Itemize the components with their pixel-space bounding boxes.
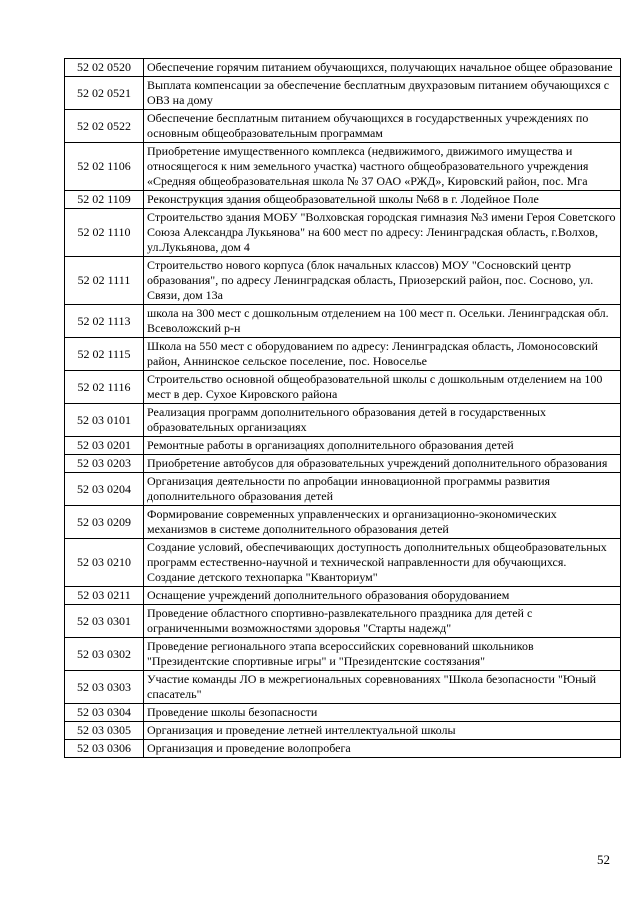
row-code: 52 03 0304 [65, 704, 144, 722]
table-body [65, 59, 621, 758]
table-row [65, 143, 621, 191]
row-description: Формирование современных управленческих и организационно-экономических механизмов в системе дополнительного образования детей [144, 506, 621, 539]
row-description: Оснащение учреждений дополнительного образования оборудованием [144, 587, 621, 605]
row-code: 52 03 0101 [65, 404, 144, 437]
row-description: Реализация программ дополнительного образования детей в государственных образовательных организациях [144, 404, 621, 437]
row-description: Организация деятельности по апробации инновационной программы развития дополнительного образования детей [144, 473, 621, 506]
row-description: Проведение областного спортивно-развлекательного праздника для детей с ограниченными возможностями здоровья "Старты надежд" [144, 605, 621, 638]
row-description: школа на 300 мест с дошкольным отделением на 100 мест п. Осельки. Ленинградская обл. Всеволожский р-н [144, 305, 621, 338]
table-row [65, 257, 621, 305]
table-row [65, 587, 621, 605]
row-description: Проведение регионального этапа всероссийских соревнований школьников "Президентские спортивные игры" и "Президентские состязания" [144, 638, 621, 671]
row-description: Строительство здания МОБУ "Волховская городская гимназия №3 имени Героя Советского Союза Александра Лукьянова" на 600 мест по адресу: Ленинградская область, г.Волхов, ул.Лукьянова, дом 4 [144, 209, 621, 257]
row-code: 52 02 1115 [65, 338, 144, 371]
row-code: 52 03 0211 [65, 587, 144, 605]
table-row [65, 110, 621, 143]
table-row [65, 506, 621, 539]
row-description: Участие команды ЛО в межрегиональных соревнованиях "Школа безопасности "Юный спасатель" [144, 671, 621, 704]
table-row [65, 437, 621, 455]
row-description: Реконструкция здания общеобразовательной школы №68 в г. Лодейное Поле [144, 191, 621, 209]
row-code: 52 03 0204 [65, 473, 144, 506]
row-code: 52 02 1110 [65, 209, 144, 257]
row-description: Создание условий, обеспечивающих доступность дополнительных общеобразовательных программ естественно-научной и технической направленности для обучающихся. Создание детского технопарка "Кванториум" [144, 539, 621, 587]
row-code: 52 02 0522 [65, 110, 144, 143]
row-code: 52 02 0520 [65, 59, 144, 77]
row-code: 52 02 0521 [65, 77, 144, 110]
row-code: 52 02 1116 [65, 371, 144, 404]
table-row [65, 638, 621, 671]
row-code: 52 03 0301 [65, 605, 144, 638]
table-row [65, 371, 621, 404]
table-row [65, 740, 621, 758]
table-row [65, 305, 621, 338]
table-row [65, 338, 621, 371]
table-row [65, 59, 621, 77]
row-code: 52 02 1106 [65, 143, 144, 191]
table-row [65, 722, 621, 740]
table-row [65, 209, 621, 257]
table-row [65, 704, 621, 722]
table-row [65, 77, 621, 110]
row-description: Организация и проведение летней интеллектуальной школы [144, 722, 621, 740]
row-code: 52 02 1113 [65, 305, 144, 338]
row-code: 52 03 0302 [65, 638, 144, 671]
row-description: Проведение школы безопасности [144, 704, 621, 722]
table-row [65, 605, 621, 638]
row-description: Строительство нового корпуса (блок начальных классов) МОУ "Сосновский центр образования", по адресу Ленинградская область, Приозерский район, пос. Сосново, ул. Связи, дом 13а [144, 257, 621, 305]
table-row [65, 455, 621, 473]
row-description: Обеспечение бесплатным питанием обучающихся в государственных учреждениях по основным общеобразовательным программам [144, 110, 621, 143]
table-row [65, 671, 621, 704]
row-description: Школа на 550 мест с оборудованием по адресу: Ленинградская область, Ломоносовский район, Аннинское сельское поселение, пос. Новоселье [144, 338, 621, 371]
row-code: 52 03 0210 [65, 539, 144, 587]
row-description: Приобретение автобусов для образовательных учреждений дополнительного образования [144, 455, 621, 473]
row-description: Организация и проведение волопробега [144, 740, 621, 758]
page-number: 52 [597, 852, 610, 867]
row-description: Ремонтные работы в организациях дополнительного образования детей [144, 437, 621, 455]
row-code: 52 03 0201 [65, 437, 144, 455]
row-code: 52 03 0209 [65, 506, 144, 539]
row-code: 52 03 0303 [65, 671, 144, 704]
row-description: Строительство основной общеобразовательной школы с дошкольным отделением на 100 мест в дер. Сухое Кировского района [144, 371, 621, 404]
row-description: Приобретение имущественного комплекса (недвижимого, движимого имущества и относящегося к ним земельного участка) частного общеобразовательного учреждения «Средняя общеобразовательная школа № 37 ОАО «РЖД», Кировский район, пос. Мга [144, 143, 621, 191]
row-description: Выплата компенсации за обеспечение бесплатным двухразовым питанием обучающихся с ОВЗ на дому [144, 77, 621, 110]
table-row [65, 191, 621, 209]
row-code: 52 03 0305 [65, 722, 144, 740]
table-row [65, 539, 621, 587]
row-code: 52 03 0306 [65, 740, 144, 758]
row-description: Обеспечение горячим питанием обучающихся, получающих начальное общее образование [144, 59, 621, 77]
budget-code-table [64, 58, 621, 758]
table-row [65, 473, 621, 506]
row-code: 52 03 0203 [65, 455, 144, 473]
row-code: 52 02 1111 [65, 257, 144, 305]
row-code: 52 02 1109 [65, 191, 144, 209]
table-row [65, 404, 621, 437]
